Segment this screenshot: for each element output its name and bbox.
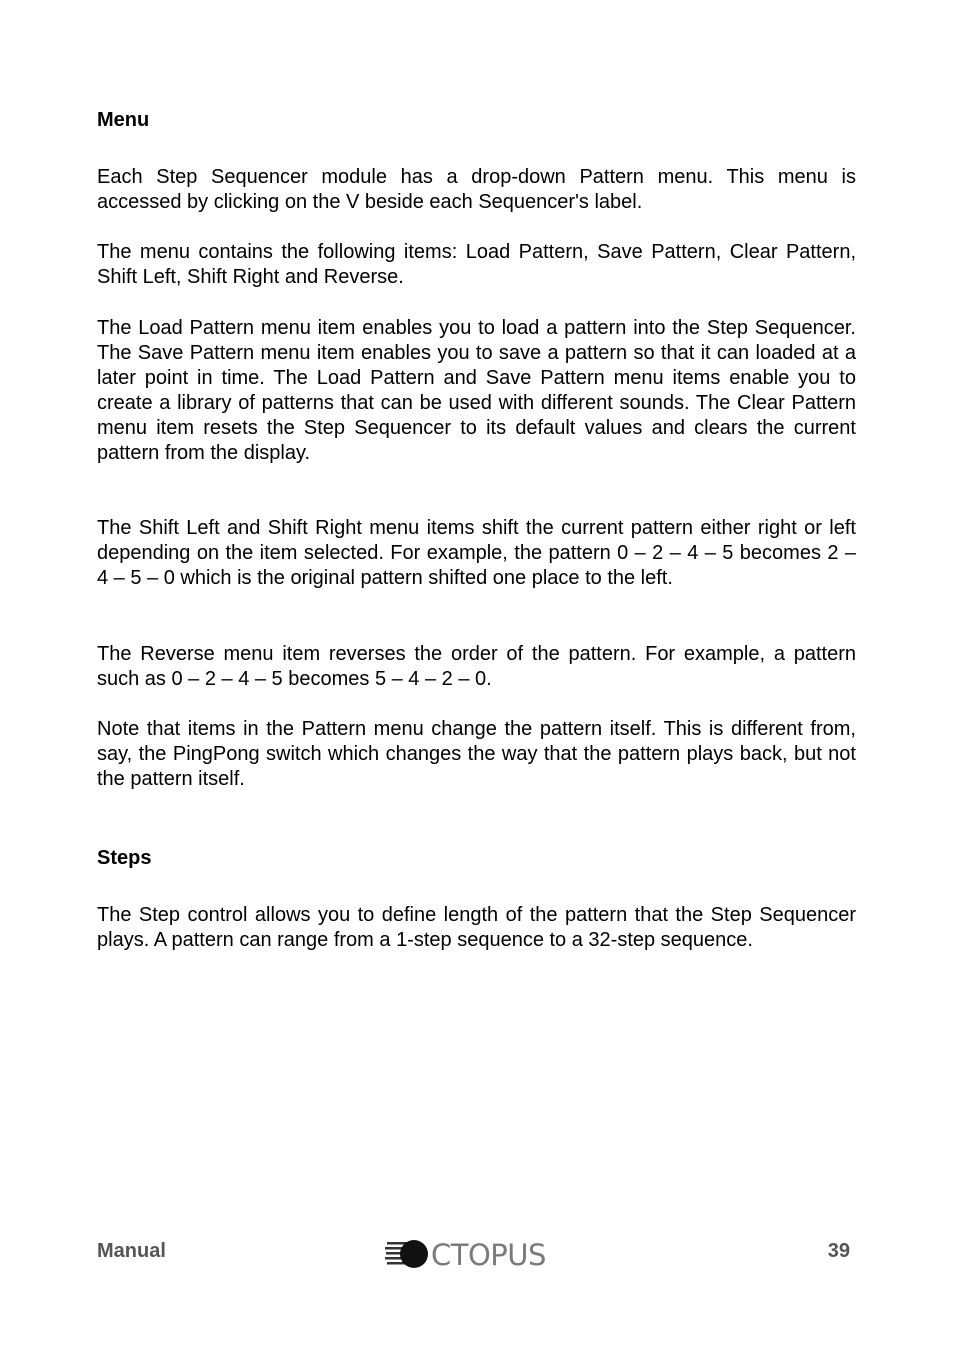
- page-number: 39: [827, 1240, 850, 1262]
- paragraph: Note that items in the Pattern menu change the pattern itself. This is different from, say, the PingPong switch which changes the way that the pattern plays back, but not the pattern itself.: [97, 718, 856, 791]
- section-heading-steps: Steps: [97, 847, 152, 869]
- paragraph: The Load Pattern menu item enables you to load a pattern into the Step Sequencer. The Save Pattern menu item enables you to save a pattern so that it can loaded at a later point in time. The Load Pattern and Save Pattern menu items enable you to create a library of patterns that can be used with different sounds. The Clear Pattern menu item resets the Step Sequencer to its default values and clears the current pattern from the display.: [97, 317, 856, 465]
- paragraph: Each Step Sequencer module has a drop-down Pattern menu. This menu is accessed by clicking on the V beside each Sequencer's label.: [97, 166, 856, 214]
- paragraph: The Shift Left and Shift Right menu items shift the current pattern either right or left depending on the item selected. For example, the pattern 0 – 2 – 4 – 5 becomes 2 – 4 – 5 – 0 which is the original pattern shifted one place to the left.: [97, 517, 856, 590]
- logo-text: CTOPUS: [431, 1238, 546, 1272]
- section-heading-menu: Menu: [97, 109, 150, 131]
- footer-label: Manual: [97, 1240, 166, 1262]
- octopus-logo: [385, 1234, 575, 1274]
- paragraph: The menu contains the following items: Load Pattern, Save Pattern, Clear Pattern, Shift Left, Shift Right and Reverse.: [97, 241, 856, 289]
- paragraph: The Step control allows you to define length of the pattern that the Step Sequencer plays. A pattern can range from a 1-step sequence to a 32-step sequence.: [97, 904, 856, 952]
- paragraph: The Reverse menu item reverses the order of the pattern. For example, a pattern such as 0 – 2 – 4 – 5 becomes 5 – 4 – 2 – 0.: [97, 643, 856, 691]
- document-page: [97, 0, 856, 1352]
